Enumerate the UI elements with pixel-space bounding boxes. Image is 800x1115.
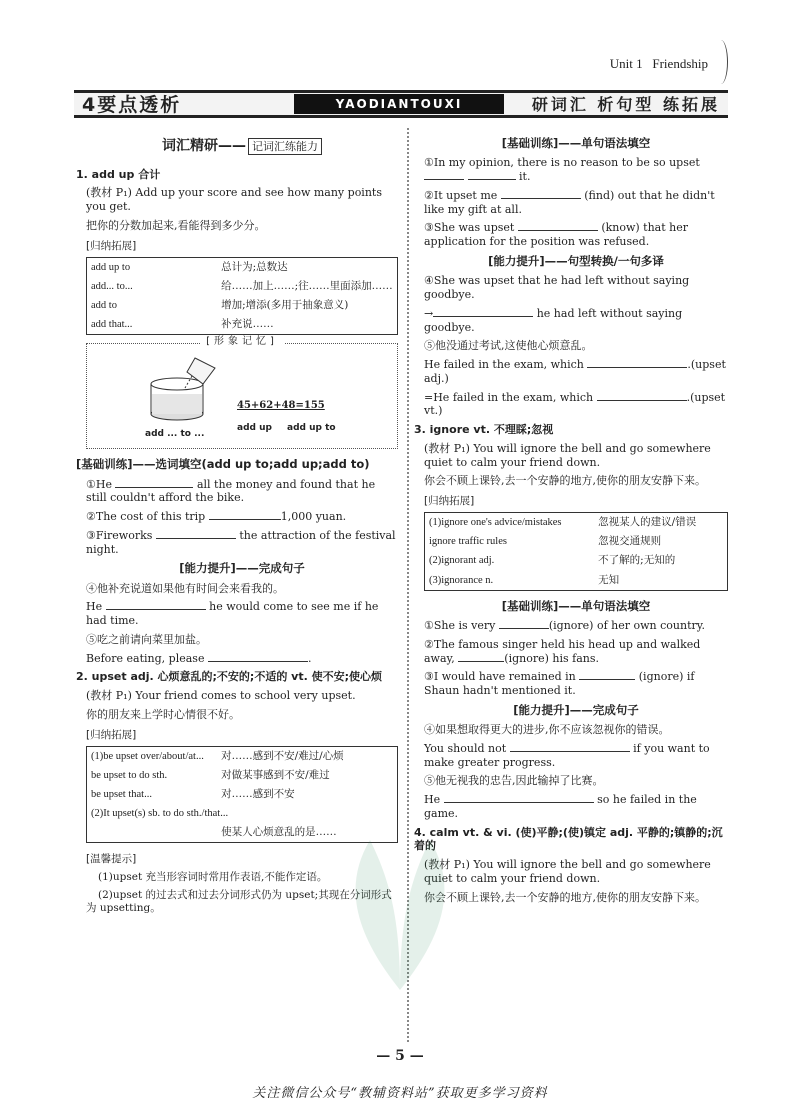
- drill-text: (ignore) if Shaun hadn't mentioned it.: [424, 670, 695, 697]
- answer-blank[interactable]: [156, 529, 236, 539]
- entry-add-up-example-en: (教材 P₁) Add up your score and see how many points you get.: [86, 186, 382, 213]
- tip-text: (2)upset 的过去式和过去分词形式仍为 upset;其现在分词形式为 upsetting。: [86, 888, 392, 914]
- drill-text: .(upset adj.): [424, 358, 726, 385]
- table-row: [87, 746, 398, 766]
- table-cell: (1)be upset over/about/at...: [91, 750, 204, 762]
- entry-add-up-head: 1. add up 合计: [76, 167, 161, 181]
- entry-upset-example-en: (教材 P₁) Your friend comes to school very upset.: [86, 689, 356, 703]
- vocab-heading: 词汇精研—— 记词汇练能力: [86, 138, 398, 156]
- drill-text: He: [424, 793, 441, 807]
- answer-blank[interactable]: [518, 221, 598, 231]
- answer-blank[interactable]: [579, 670, 635, 680]
- table-cell: add up to: [91, 261, 131, 273]
- drill-text: ③Fireworks: [86, 528, 153, 542]
- expand-tag: [归纳拓展]: [86, 239, 137, 252]
- tips-tag: [温馨提示]: [86, 853, 137, 866]
- drill-title: [基础训练]——单句语法填空: [501, 598, 651, 613]
- table-cell: 无知: [598, 573, 620, 586]
- table-row: [425, 532, 728, 551]
- drill-title: [能力提升]——句型转换/一句多译: [488, 253, 664, 268]
- answer-blank[interactable]: [424, 170, 464, 180]
- drill-text: all the money and found that he still couldn't afford the bike.: [86, 477, 376, 505]
- drill-text: ①In my opinion, there is no reason to be so upset: [424, 156, 700, 170]
- drill-text: ⑤他无视我的忠告,因此输掉了比赛。: [424, 774, 604, 788]
- drill-text: Before eating, please: [86, 651, 205, 665]
- entry-ignore-example-en: (教材 P₁) You will ignore the bell and go somewhere quiet to calm your friend down.: [424, 441, 711, 469]
- drill-item: [86, 478, 398, 506]
- entry-upset-example-zh: 你的朋友来上学时心情很不好。: [86, 707, 240, 721]
- footer-note: 关注微信公众号“教辅资料站”获取更多学习资料: [252, 1086, 548, 1101]
- answer-blank[interactable]: [209, 510, 281, 520]
- drill-item: Before eating, please .: [86, 651, 312, 665]
- drill-item: [424, 742, 728, 770]
- table-cell: 补充说……: [221, 318, 274, 330]
- drill-text: ⑤吃之前请向菜里加盐。: [86, 632, 207, 646]
- drill-item: [424, 221, 728, 249]
- table-cell: be upset to do sth.: [91, 769, 168, 781]
- table-row: [87, 296, 398, 315]
- ignore-table: [424, 512, 728, 591]
- table-cell: add that...: [91, 319, 133, 330]
- drill-text: He failed in the exam, which: [424, 358, 584, 371]
- section-title: 4要点透析: [82, 94, 182, 116]
- memory-label: [形象记忆]: [200, 336, 284, 349]
- table-cell: (1)ignore one's advice/mistakes: [429, 517, 562, 529]
- answer-blank[interactable]: [208, 652, 308, 662]
- tip-text: (1)upset 充当形容词时常用作表语,不能作定语。: [98, 870, 328, 883]
- answer-blank[interactable]: [510, 742, 630, 752]
- answer-blank[interactable]: [499, 619, 549, 629]
- drill-text: ④他补充说道如果他有时间会来看我的。: [86, 581, 284, 595]
- drill-text: the attraction of the festival night.: [86, 528, 396, 556]
- unit-header: [610, 56, 708, 72]
- drill-text: ①He: [86, 477, 112, 491]
- table-cell: 忽视交通规则: [598, 535, 662, 548]
- drill-item: [86, 529, 398, 557]
- drill-text: =He failed in the exam, which: [424, 390, 594, 404]
- answer-blank[interactable]: [106, 600, 206, 610]
- drill-item: [424, 670, 728, 698]
- table-row: [425, 571, 728, 591]
- answer-blank[interactable]: [433, 307, 533, 317]
- drill-title: [基础训练]——选词填空(add up to;add up;add to): [76, 457, 370, 472]
- table-cell: 对……感到不安/难过/心烦: [221, 749, 344, 762]
- answer-blank[interactable]: [458, 652, 504, 662]
- drill-item: [424, 638, 728, 666]
- drill-text: ④She was upset that he had left without saying goodbye.: [424, 274, 690, 301]
- table-cell: 增加;增添(多用于抽象意义): [221, 298, 349, 311]
- entry-upset-head: 2. upset adj. 心烦意乱的;不安的;不适的 vt. 使不安;使心烦: [76, 670, 383, 684]
- drill-text: ③She was upset: [424, 221, 515, 235]
- drill-text: (find) out that he didn't like my gift at all.: [424, 188, 715, 216]
- answer-blank[interactable]: [587, 358, 687, 368]
- drill-text: (know) that her application for the position was refused.: [424, 221, 689, 249]
- drill-text: ⑤他没通过考试,这使他心烦意乱。: [424, 339, 593, 353]
- vocab-tag: 记词汇练能力: [248, 138, 322, 155]
- drill-text: if you want to make greater progress.: [424, 741, 710, 769]
- memory-sum: 45+62+48=155: [237, 400, 325, 412]
- table-cell: add to: [91, 299, 117, 311]
- drill-text: ②The cost of this trip: [86, 510, 206, 523]
- table-cell: (2)It upset(s) sb. to do sth./that...: [91, 808, 229, 820]
- header-decoration: [714, 40, 728, 84]
- drill-title: [能力提升]——完成句子: [179, 561, 305, 576]
- drill-text: ④如果想取得更大的进步,你不应该忽视你的错误。: [424, 723, 670, 737]
- section-pinyin: YAODIANTOUXI: [294, 94, 504, 114]
- section-subtitle: 研词汇 析句型 练拓展: [531, 95, 720, 114]
- vocab-title: 词汇精研: [162, 138, 218, 154]
- leaf-watermark-icon: [300, 800, 500, 1000]
- table-cell: 对做某事感到不安/难过: [221, 768, 330, 781]
- answer-blank[interactable]: [597, 391, 687, 401]
- drill-text: he would come to see me if he had time.: [86, 600, 379, 628]
- expand-tag: [归纳拓展]: [424, 495, 475, 507]
- table-row: [87, 766, 398, 785]
- drill-item: [424, 189, 728, 217]
- table-row: [425, 551, 728, 570]
- drill-text: You should not: [424, 741, 507, 755]
- memory-caption-add-to: add ... to ...: [145, 428, 205, 439]
- table-cell: 使某人心烦意乱的是……: [221, 826, 337, 839]
- drill-item: [86, 600, 398, 628]
- drill-text: ②The famous singer held his head up and walked away,: [424, 637, 701, 665]
- entry-ignore-head: 3. ignore vt. 不理睬;忽视: [414, 423, 554, 436]
- table-cell: be upset that...: [91, 789, 152, 800]
- drill-text: .(upset vt.): [424, 390, 726, 418]
- add-up-table: [86, 257, 398, 336]
- beaker-pour-icon: [147, 354, 237, 424]
- drill-text: 1,000 yuan.: [280, 510, 347, 523]
- unit-title: Friendship: [652, 56, 708, 71]
- table-cell: add... to...: [91, 280, 133, 292]
- drill-item: [424, 619, 728, 633]
- right-column: [414, 132, 728, 909]
- drill-item: [424, 156, 728, 184]
- entry-calm-head: 4. calm vt. & vi. (使)平静;(使)镇定 adj. 平静的;镇静的;沉着的: [414, 825, 723, 853]
- drill-item: [424, 391, 728, 419]
- drill-title: [基础训练]——单句语法填空: [501, 136, 651, 150]
- section-banner: [74, 90, 728, 118]
- drill-text: He: [86, 600, 103, 614]
- drill-item: [424, 358, 728, 386]
- table-cell: ignore traffic rules: [429, 536, 507, 548]
- drill-text: ②It upset me: [424, 188, 498, 202]
- table-cell: 给……加上……;往……里面添加……: [221, 279, 393, 292]
- memory-illustration: [86, 336, 398, 449]
- entry-calm-example-zh: 你会不顾上课铃,去一个安静的地方,使你的朋友安静下来。: [424, 890, 706, 904]
- drill-text: he had left without saying goodbye.: [424, 306, 683, 334]
- drill-text: (ignore) of her own country.: [548, 619, 706, 632]
- table-cell: (3)ignorance n.: [429, 574, 494, 586]
- drill-text: ③I would have remained in: [424, 670, 576, 684]
- drill-text: so he failed in the game.: [424, 793, 697, 820]
- drill-text: (ignore) his fans.: [504, 651, 600, 665]
- memory-caption-add-up: add up: [237, 422, 272, 433]
- table-cell: 忽视某人的建议/错误: [598, 516, 697, 529]
- table-row: [87, 315, 398, 335]
- drill-text: it.: [519, 170, 531, 184]
- answer-blank[interactable]: [468, 170, 516, 180]
- table-cell: 对……感到不安: [221, 788, 295, 800]
- table-cell: 总计为;总数达: [221, 260, 288, 273]
- table-row: [87, 257, 398, 277]
- drill-item: [424, 307, 728, 335]
- arrow-text: →: [424, 306, 434, 320]
- entry-calm-example-en: (教材 P₁) You will ignore the bell and go somewhere quiet to calm your friend down.: [424, 858, 711, 885]
- unit-label: Unit 1: [609, 56, 643, 71]
- drill-text: ①She is very: [424, 619, 496, 632]
- expand-tag: [归纳拓展]: [86, 728, 137, 741]
- table-cell: 不了解的;无知的: [598, 554, 676, 567]
- entry-add-up-example-zh: 把你的分数加起来,看能得到多少分。: [86, 218, 266, 232]
- table-row: [425, 513, 728, 533]
- memory-caption-add-up-to: add up to: [287, 422, 336, 433]
- drill-title: [能力提升]——完成句子: [513, 702, 639, 717]
- answer-blank[interactable]: [501, 189, 581, 199]
- drill-item: [86, 510, 398, 524]
- answer-blank[interactable]: [115, 478, 193, 488]
- table-row: [87, 277, 398, 296]
- page-number: — 5 —: [376, 1048, 424, 1064]
- table-cell: [87, 823, 218, 843]
- table-cell: (2)ignorant adj.: [429, 555, 495, 567]
- entry-ignore-example-zh: 你会不顾上课铃,去一个安静的地方,使你的朋友安静下来。: [424, 474, 706, 488]
